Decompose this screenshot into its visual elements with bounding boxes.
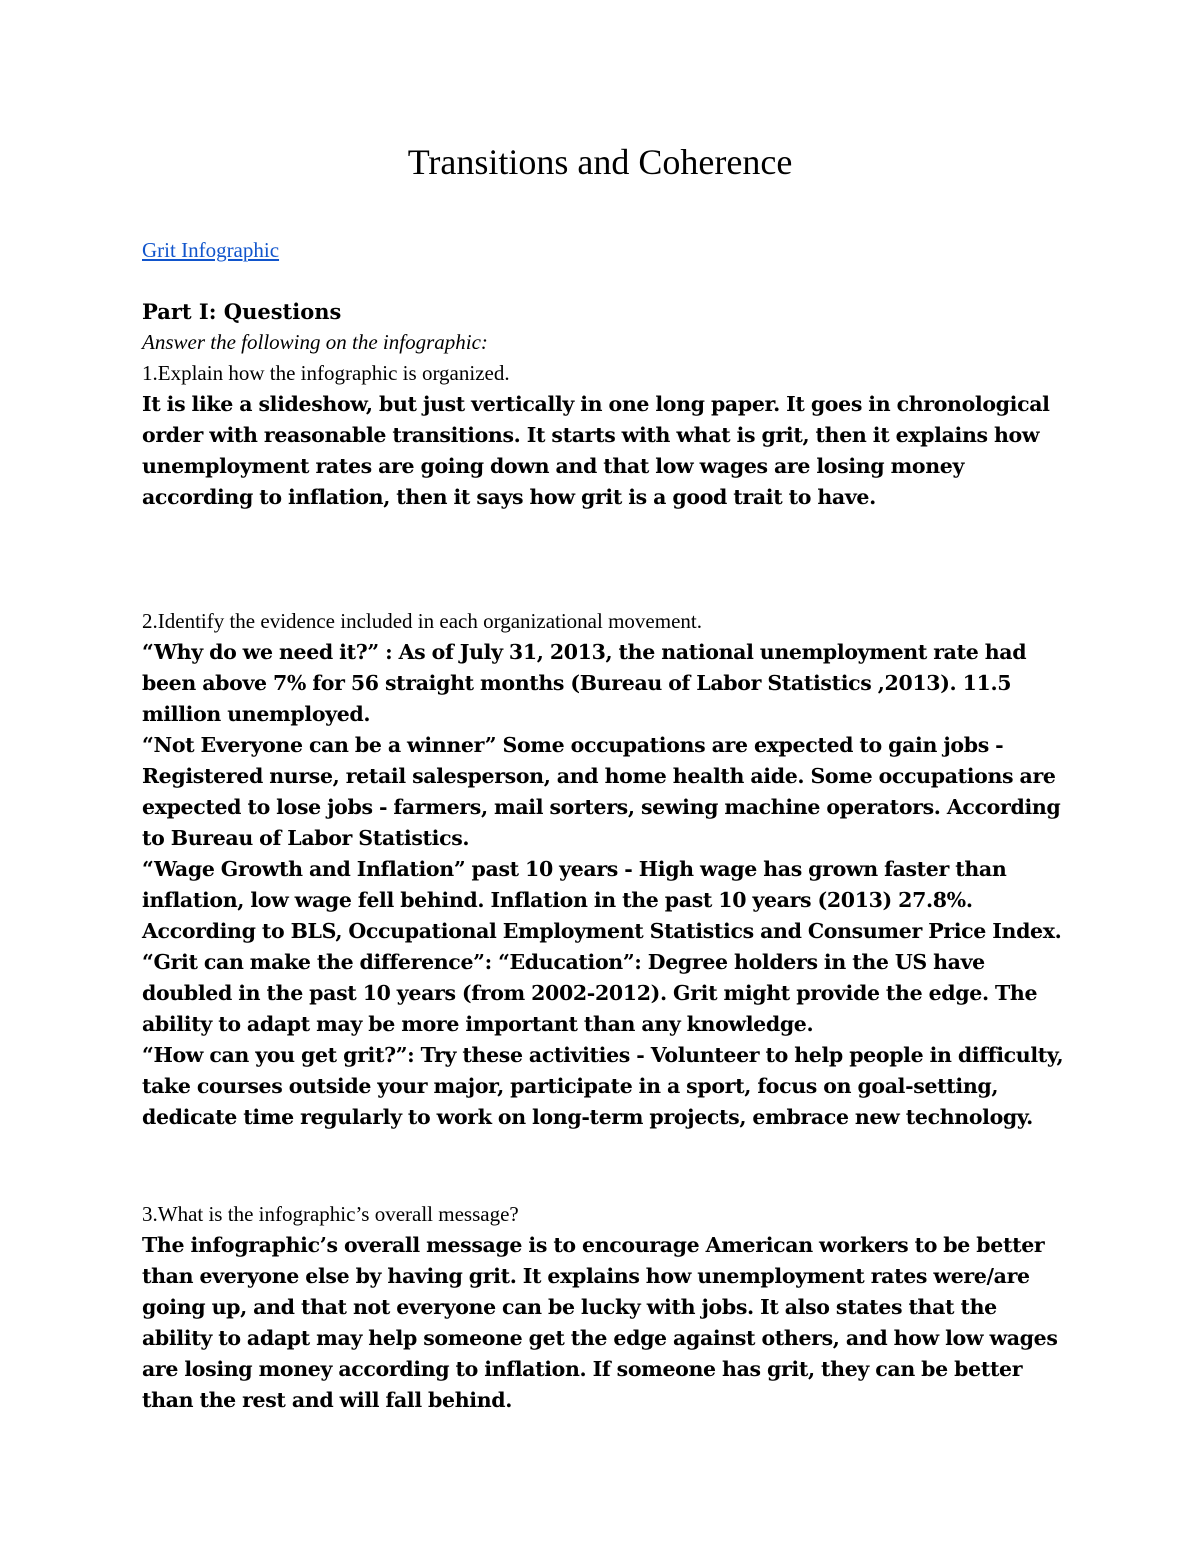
question-3-section — [142, 1199, 1072, 1416]
answer-1: It is like a slideshow, but just vertically in one long paper. It goes in chronological order with reasonable transitions. It starts with what is grit, then it explains how unemployment rates are going down and that low wages are losing money according to inflation, then it says how grit is a good trait to have. — [142, 392, 1050, 509]
evidence-item: “Grit can make the difference”: “Education”: Degree holders in the US have doubled in the past 10 years (from 2002-2012). Grit might provide the edge. The ability to adapt may be more important than any knowledge. — [142, 950, 1038, 1036]
evidence-item: “Not Everyone can be a winner” Some occupations are expected to gain jobs - Registered nurse, retail salesperson, and home health aide. Some occupations are expected to lose jobs - farmers, mail sorters, sewing machine operators. According to Bureau of Labor Statistics. — [142, 733, 1061, 850]
grit-infographic-link[interactable]: Grit Infographic — [142, 238, 280, 262]
document-title: Transitions and Coherence — [407, 142, 793, 182]
question-3: 3.What is the infographic’s overall message? — [142, 1202, 519, 1226]
question-1: 1.Explain how the infographic is organized. — [142, 361, 510, 385]
part-one-section — [142, 296, 1072, 513]
evidence-item: “Why do we need it?” : As of July 31, 2013, the national unemployment rate had been above 7% for 56 straight months (Bureau of Labor Statistics ,2013). 11.5 million unemployed. — [142, 640, 1027, 726]
instruction-text: Answer the following on the infographic: — [142, 330, 488, 354]
question-2-section — [142, 606, 1072, 1133]
part-heading: Part I: Questions — [142, 299, 342, 324]
evidence-item: “How can you get grit?”: Try these activities - Volunteer to help people in difficulty, take courses outside your major, participate in a sport, focus on goal-setting, dedicate time regularly to work on long-term projects, embrace new technology. — [142, 1043, 1064, 1129]
evidence-item: “Wage Growth and Inflation” past 10 years - High wage has grown faster than inflation, low wage fell behind. Inflation in the past 10 years (2013) 27.8%. According to BLS, Occupational Employment Statistics and Consumer Price Index. — [142, 857, 1062, 943]
answer-3: The infographic’s overall message is to encourage American workers to be better than everyone else by having grit. It explains how unemployment rates were/are going up, and that not everyone can be lucky with jobs. It also states that the ability to adapt may help someone get the edge against others, and how low wages are losing money according to inflation. If someone has grit, they can be better than the rest and will fall behind. — [142, 1233, 1058, 1412]
question-2: 2.Identify the evidence included in each organizational movement. — [142, 609, 702, 633]
